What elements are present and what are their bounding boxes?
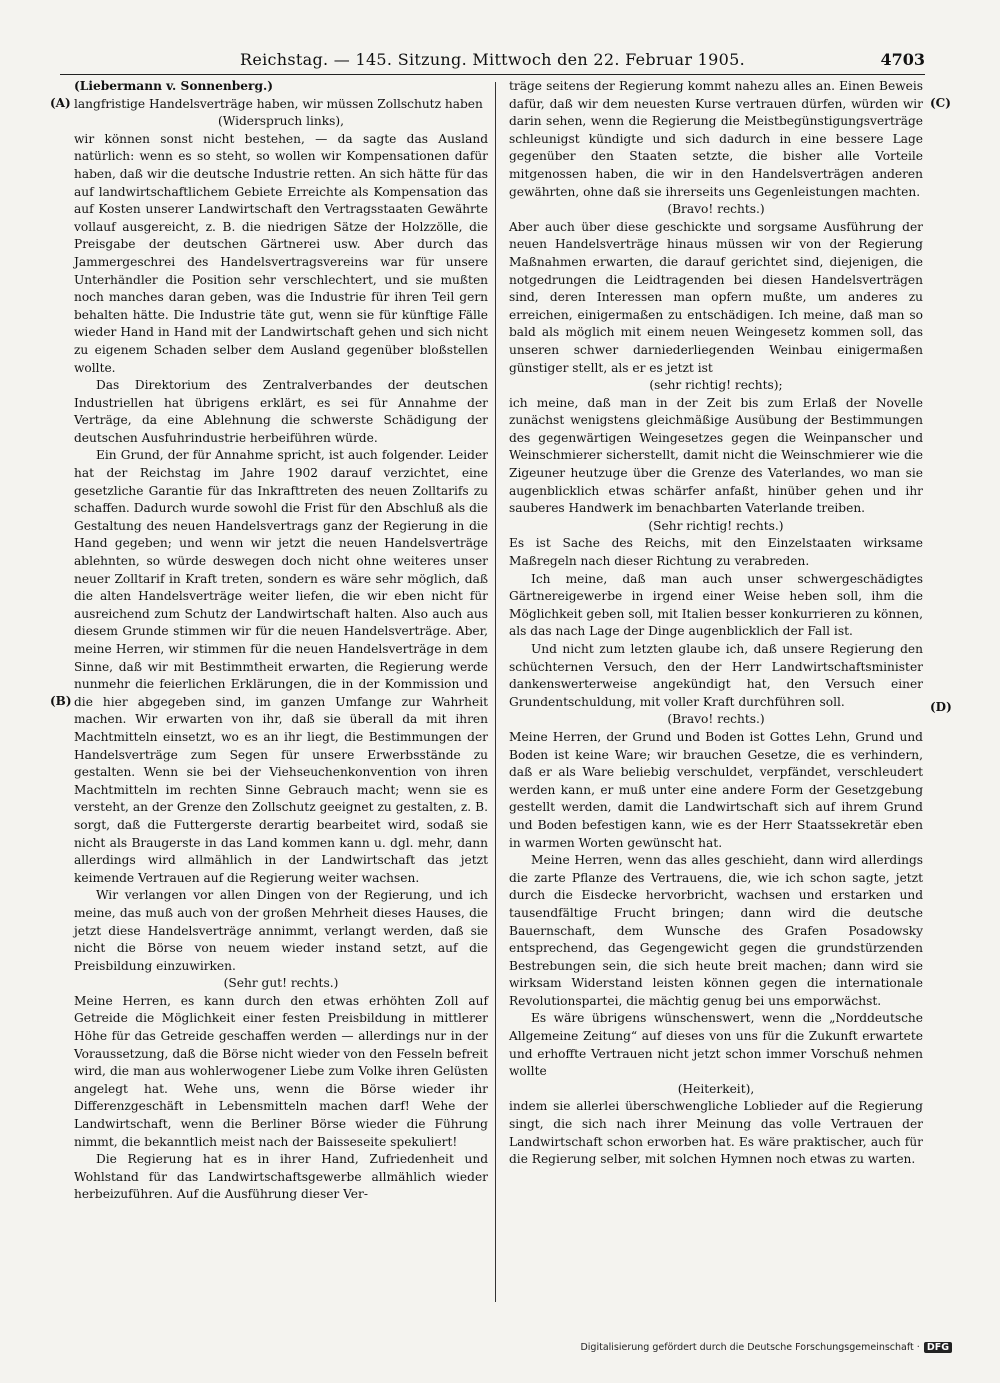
paragraph: Es wäre übrigens wünschenswert, wenn die „Norddeutsche Allgemeine Zeitung“ auf dieses von uns für die Zukunft erwartete und erhoffte Vertrauen nicht jetzt schon immer Vorschuß nehmen wollte [509,1011,923,1079]
page-header [60,48,925,75]
left-column [74,78,488,1204]
interjection: (Sehr richtig! rechts.) [648,518,784,533]
paragraph: wir können sonst nicht bestehen, — da sagte das Ausland natürlich: wenn es so steht, so wollen wir Kompensationen dafür haben, daß wir die deutsche Industrie retten. An sich hätte für das auf landwirtschaftlichem Gebiete Erreichte als Kompensation das auf Kosten unserer Landwirtschaft den Vertragsstaaten Gewährte vollauf ausgereicht, z. B. die niedrigen Sätze der Holzzölle, die Preisgabe der deutschen Gärtnerei usw. Aber durch das Jammergeschrei des Handelsvertragsvereins war für unsere Unterhändler die Position sehr verschlechtert, und sie mußten noch manches daran geben, was die Industrie für ihren Teil gern behalten hätte. Die Industrie täte gut, wenn sie für künftige Fälle wieder Hand in Hand mit der Landwirtschaft gehen und sich nicht zu eigenem Schaden selber dem Ausland gegenüber bloßstellen wollte. [74,131,488,375]
paragraph: Das Direktorium des Zentralverbandes der deutschen Industriellen hat übrigens erklärt, es sei für Annahme der Verträge, da eine Ablehnung die schwerste Schädigung der deutschen Ausfuhrindustrie herbeiführen würde. [74,378,488,445]
interjection: (Heiterkeit), [677,1081,755,1096]
speaker-name: (Liebermann v. Sonnenberg.) [74,79,274,93]
header-title: Reichstag. — 145. Sitzung. Mittwoch den 22. Februar 1905. [240,50,745,69]
margin-marker-b: (B) [50,694,72,708]
paragraph: Es ist Sache des Reichs, mit den Einzelstaaten wirksame Maßregeln nach dieser Richtung zu verabreden. [509,536,923,569]
paragraph: träge seitens der Regierung kommt nahezu alles an. Einen Beweis dafür, daß wir dem neuesten Kurse vertrauen dürfen, würden wir darin sehen, wenn die Regierung die Meistbegünstigungsverträge schleunigst kündigte und sich dadurch in eine bessere Lage gegenüber den Staaten setzte, die bisher alle Vorteile mitgenossen haben, die wir in den Handelsverträgen anderen gewährten, ohne daß sie ihrerseits uns Gegenleistungen machten. [509,79,923,199]
interjection: (Widerspruch links), [218,114,344,129]
margin-marker-c: (C) [930,96,951,110]
footer-credit: Digitalisierung gefördert durch die Deutsche Forschungsgemeinschaft · [580,1342,920,1353]
page-number: 4703 [880,50,925,69]
paragraph: Und nicht zum letzten glaube ich, daß unsere Regierung den schüchternen Versuch, den der Herr Landwirtschaftsminister dankenswerterweise angekündigt hat, den Versuch einer Grundentschuldung, mit voller Kraft durchführen soll. [509,642,923,709]
paragraph: Die Regierung hat es in ihrer Hand, Zufriedenheit und Wohlstand für das Landwirtschaftsgewerbe allmählich wieder herbeizuführen. Auf die Ausführung dieser Ver- [74,1152,488,1202]
paragraph: Meine Herren, es kann durch den etwas erhöhten Zoll auf Getreide die Möglichkeit einer festen Preisbildung in mittlerer Höhe für das Getreide geschaffen werden — allerdings nur in der Voraussetzung, daß die Börse nicht wieder von den Fesseln befreit wird, die man aus wohlerwogener Liebe zum Volke ihren Gelüsten angelegt hat. Wehe uns, wenn die Börse wieder ihr Differenzgeschäft in Lebensmitteln machen darf! Wehe der Landwirtschaft, wenn die Berliner Börse wieder die Führung nimmt, die bekanntlich meist nach der Baisseseite spekuliert! [74,993,488,1149]
paragraph: langfristige Handelsverträge haben, wir müssen Zollschutz haben [74,96,483,111]
paragraph: indem sie allerlei überschwengliche Loblieder auf die Regierung singt, die sich nach ihrer Meinung das volle Vertrauen der Landwirtschaft schon erworben hat. Es wäre praktischer, auch für die Regierung selber, mit solchen Hymnen noch etwas zu warten. [509,1099,923,1167]
interjection: (sehr richtig! rechts); [649,378,783,393]
margin-marker-d: (D) [930,700,952,714]
paragraph: ich meine, daß man in der Zeit bis zum Erlaß der Novelle zunächst wenigstens gleichmäßige Ausübung der Bestimmungen des gegenwärtigen Weingesetzes gegen die Weinpanscher und Weinschmierer sicherstellt, damit nicht die Weinschmierer wie die Zigeuner heutzuge über die Grenze des Vaterlandes, wo man sie augenblicklich etwas schärfer anfaßt, hinüber gehen und ihr sauberes Handwerk im benachbarten Vaterlande treiben. [509,395,923,516]
paragraph: Wir verlangen vor allen Dingen von der Regierung, und ich meine, das muß auch von der großen Mehrheit dieses Hauses, die jetzt diese Handelsverträge annimmt, verlangt werden, daß sie nicht die Börse von neuem wieder instand setzt, auf die Preisbildung einzuwirken. [74,888,488,973]
paragraph: Aber auch über diese geschickte und sorgsame Ausführung der neuen Handelsverträge hinaus müssen wir von der Regierung Maßnahmen erwarten, die darauf gerichtet sind, diejenigen, die notgedrungen die Leidtragenden bei diesen Handelsverträgen sind, deren Interessen man opfern mußte, um anderes zu erreichen, einigermaßen zu entschädigen. Ich meine, daß man so bald als möglich mit einem neuen Weingesetz kommen soll, das unseren schwer darniederliegenden Weinbau einigermaßen günstiger stellt, als er es jetzt ist [509,219,923,375]
footer [580,1342,952,1353]
interjection: (Sehr gut! rechts.) [223,976,339,991]
right-column [509,78,923,1169]
paragraph: Ein Grund, der für Annahme spricht, ist auch folgender. Leider hat der Reichstag im Jahre 1902 darauf verzichtet, eine gesetzliche Garantie für das Inkrafttreten des neuen Zolltarifs zu schaffen. Dadurch wurde sowohl die Frist für den Abschluß als die Gestaltung des neuen Handelsvertrags ganz der Regierung in die Hand gegeben; und wenn wir jetzt die neuen Handelsverträge ablehnten, so würde deswegen doch nicht ohne weiteres unser neuer Zolltarif in Kraft treten, sondern es wäre sehr möglich, daß die alten Handelsverträge weiter liefen, die wir eben nicht für ausreichend zum Schutz der Landwirtschaft halten. Also auch aus diesem Grunde stimmen wir für die neuen Handelsverträge. Aber, meine Herren, wir stimmen für die neuen Handelsverträge in dem Sinne, daß wir mit Bestimmtheit erwarten, die Regierung werde nunmehr die feierlichen Erklärungen, die in der Kommission und die hier abgegeben sind, im ganzen Umfange zur Wahrheit machen. Wir erwarten von ihr, daß sie überall da mit ihren Machtmitteln einsetzt, wo es an ihr liegt, die Bestimmungen der Handelsverträge zum Segen für unsere Erwerbsstände zu gestalten. Wenn sie bei der Viehseuchenkonvention von ihren Machtmitteln im rechten Sinne Gebrauch macht; wenn sie es versteht, an der Grenze den Zollschutz geeignet zu gestalten, z. B. sorgt, daß die Futtergerste derartig bearbeitet wird, sodaß sie nicht als Braugerste in das Land kommen kann u. dgl. mehr, dann allerdings wird allmählich in der Landwirtschaft das jetzt keimende Vertrauen auf die Regierung weiter wachsen. [74,448,488,885]
interjection: (Bravo! rechts.) [667,202,765,217]
margin-marker-a: (A) [50,96,71,110]
paragraph: Meine Herren, der Grund und Boden ist Gottes Lehn, Grund und Boden ist keine Ware; wir brauchen Gesetze, die es verhindern, daß er als Ware beliebig verschuldet, verpfändet, verschleudert werden kann, er muß unter eine andere Form der Gesetzgebung gestellt werden, damit die Landwirtschaft sich auf ihrem Grund und Boden befestigen kann, wie es der Herr Staatssekretär eben in warmen Worten gewünscht hat. [509,729,923,850]
paragraph: Meine Herren, wenn das alles geschieht, dann wird allerdings die zarte Pflanze des Vertrauens, die, wie ich schon sagte, jetzt durch die Eisdecke hervorbricht, wachsen und erstarken und tausendfältige Frucht bringen; dann wird die deutsche Bauernschaft, dem Wunsche des Grafen Posadowsky entsprechend, das Gegengewicht gegen die grundstürzenden Bestrebungen sein, die sich heute breit machen; dann wird sie wirksam Widerstand leisten können gegen die internationale Revolutionspartei, die mächtig genug bei uns emporwächst. [509,853,923,1008]
interjection: (Bravo! rechts.) [667,712,765,727]
paragraph: Ich meine, daß man auch unser schwergeschädigtes Gärtnereigewerbe in irgend einer Weise heben soll, ihm die Möglichkeit geben soll, mit Italien besser konkurrieren zu können, als das nach Lage der Dinge augenblicklich der Fall ist. [509,571,923,639]
dfg-logo: DFG [924,1342,952,1353]
column-divider [495,82,496,1302]
